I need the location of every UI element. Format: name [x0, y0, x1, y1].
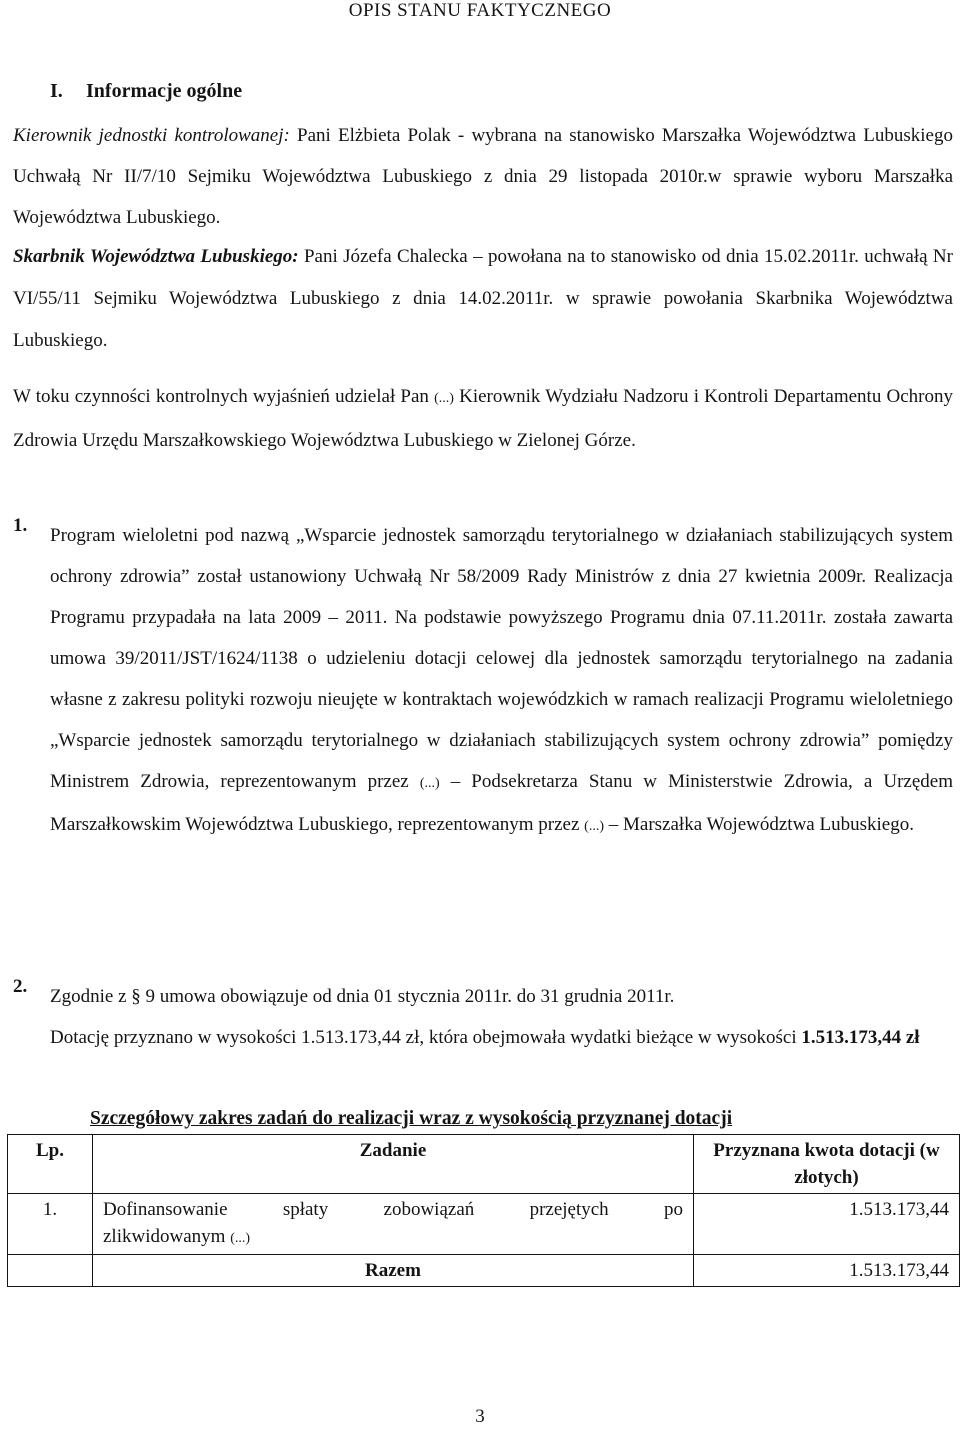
item2-line1: Zgodnie z § 9 umowa obowiązuje od dnia 01 stycznia 2011r. do 31 grudnia 2011r. — [50, 986, 675, 1007]
table-caption: Szczegółowy zakres zadań do realizacji wraz z wysokością przyznanej dotacji — [90, 1108, 733, 1129]
list-item-1 — [13, 515, 953, 847]
section-heading — [50, 80, 242, 103]
wyjasnienia-paragraph — [13, 376, 953, 462]
item1-text-c: – Marszałka Województwa Lubuskiego. — [604, 814, 914, 835]
total-label: Razem — [93, 1255, 694, 1287]
list-item-2 — [13, 976, 953, 1058]
kierownik-label: Kierownik jednostki kontrolowanej: — [13, 125, 290, 146]
dotacja-table — [7, 1134, 960, 1287]
redaction-marker: (...) — [419, 776, 440, 791]
table-header-row — [8, 1135, 960, 1194]
list-item-body — [50, 515, 953, 847]
redaction-marker: (...) — [230, 1231, 251, 1246]
section-number: I. — [50, 80, 63, 102]
item1-text-a: Program wieloletni pod nazwą „Wsparcie jednostek samorządu terytorialnego w działaniach stabilizujących system ochrony zdrowia” został ustanowiony Uchwałą Nr 58/2009 Rady Ministrów z dnia 27 kwietnia 2009r. Realizacja Programu przypadała na lata 2009 – 2011. Na podstawie powyższego Programu dnia 07.11.2011r. została zawarta umowa 39/2011/JST/1624/1138 o udzieleniu dotacji celowej dla jednostek samorządu terytorialnego na zadania własne z zakresu polityki rozwoju nieujęte w kontraktach wojewódzkich w ramach realizacji Programu wieloletniego „Wsparcie jednostek samorządu terytorialnego w działaniach stabilizujących system ochrony zdrowia” pomiędzy Ministrem Zdrowia, reprezentowanym przez — [50, 525, 953, 792]
header-kwota: Przyznana kwota dotacji (w złotych) — [694, 1135, 960, 1194]
cell-zadanie — [93, 1194, 694, 1255]
skarbnik-label: Skarbnik Województwa Lubuskiego: — [13, 246, 299, 267]
list-item-number: 1. — [13, 515, 28, 536]
redaction-marker: (...) — [434, 391, 454, 406]
list-item-number: 2. — [13, 976, 28, 997]
zadanie-line1: Dofinansowanie spłaty zobowiązań przejętych po — [103, 1199, 683, 1220]
section-label: Informacje ogólne — [86, 80, 243, 102]
header-zadanie: Zadanie — [93, 1135, 694, 1194]
kierownik-text: Pani Elżbieta Polak - wybrana na stanowisko Marszałka Województwa Lubuskiego Uchwałą Nr II/7/10 Sejmiku Województwa Lubuskiego z dnia 29 listopada 2010r.w sprawie wyboru Marszałka Województwa Lubuskiego. — [13, 125, 953, 228]
wyjasnienia-text-b: Kierownik Wydziału Nadzoru i Kontroli Departamentu Ochrony Zdrowia Urzędu Marszałkowskiego Województwa Lubuskiego w Zielonej Górze. — [13, 386, 953, 451]
zadanie-line2: zlikwidowanym — [103, 1226, 231, 1247]
list-item-body — [50, 976, 953, 1058]
cell-lp: 1. — [8, 1194, 93, 1255]
document-title: OPIS STANU FAKTYCZNEGO — [348, 0, 612, 21]
table-total-row — [8, 1255, 960, 1287]
page-number: 3 — [475, 1406, 485, 1427]
item1-text-b: – Podsekretarza Stanu w Ministerstwie Zdrowia, a Urzędem Marszałkowskim Województwa Lubuskiego, reprezentowanym przez — [50, 771, 953, 835]
header-lp: Lp. — [8, 1135, 93, 1194]
cell-empty — [8, 1255, 93, 1287]
cell-kwota: 1.513.173,44 — [694, 1194, 960, 1255]
total-kwota: 1.513.173,44 — [694, 1255, 960, 1287]
redaction-marker: (...) — [584, 819, 604, 834]
skarbnik-paragraph — [13, 236, 953, 362]
skarbnik-text: Pani Józefa Chalecka – powołana na to stanowisko od dnia 15.02.2011r. uchwałą Nr VI/55/11 Sejmiku Województwa Lubuskiego z dnia 14.02.2011r. w sprawie powołania Skarbnika Województwa Lubuskiego. — [13, 246, 953, 351]
table-row — [8, 1194, 960, 1255]
wyjasnienia-text-a: W toku czynności kontrolnych wyjaśnień udzielał Pan — [13, 386, 435, 407]
item2-line2: Dotację przyznano w wysokości 1.513.173,44 zł, która obejmowała wydatki bieżące w wysokości — [50, 1027, 802, 1048]
kierownik-paragraph — [13, 115, 953, 238]
dotacja-amount: 1.513.173,44 zł — [801, 1027, 920, 1048]
